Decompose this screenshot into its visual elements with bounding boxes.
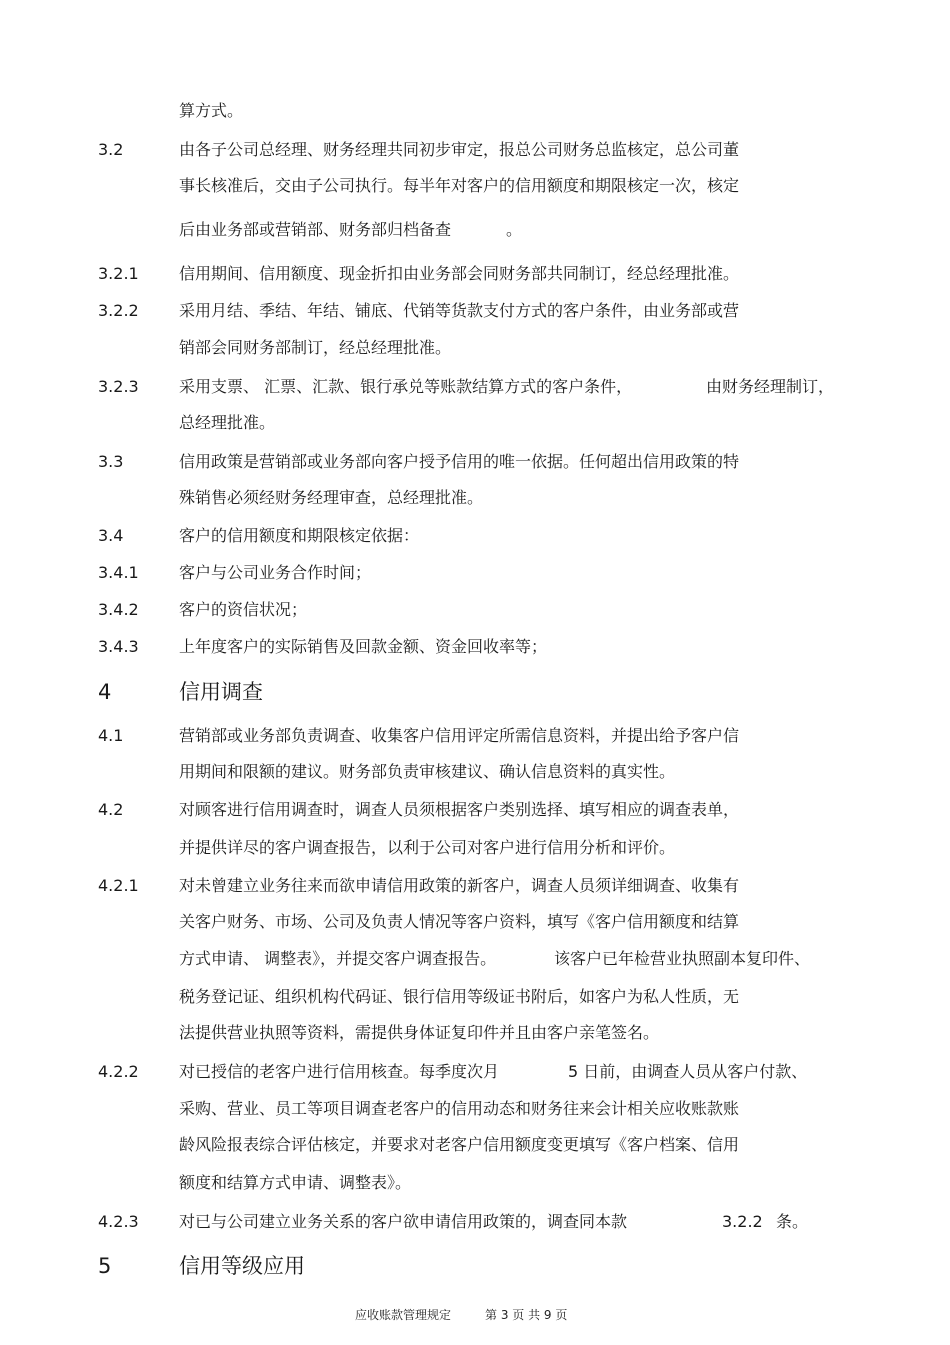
text-line: 5 日前，由调查人员从客户付款、 <box>568 1062 808 1081</box>
text-line: 客户与公司业务合作时间； <box>179 563 372 582</box>
text-line: 上年度客户的实际销售及回款金额、资金回收率等； <box>179 637 548 656</box>
text-line: 信用政策是营销部或业务部向客户授予信用的唯一依据。任何超出信用政策的特 <box>179 452 740 471</box>
text-line: 3.2.2 <box>722 1212 763 1231</box>
text-line: 法提供营业执照等资料，需提供身体证复印件并且由客户亲笔签名。 <box>179 1023 660 1042</box>
section-number: 4.2.3 <box>98 1212 139 1231</box>
text-line: 事长核准后，交由子公司执行。每半年对客户的信用额度和期限核定一次，核定 <box>179 176 740 195</box>
text-line: 方式申请、 调整表》，并提交客户调查报告。 <box>179 949 497 968</box>
text-line: 对顾客进行信用调查时，调查人员须根据客户类别选择、填写相应的调查表单， <box>179 800 740 819</box>
text-line: 税务登记证、组织机构代码证、银行信用等级证书附后，如客户为私人性质，无 <box>179 987 740 1006</box>
text-line: 对未曾建立业务往来而欲申请信用政策的新客户，调查人员须详细调查、收集有 <box>179 876 740 895</box>
section-heading: 信用调查 <box>179 680 263 704</box>
text-line: 采用支票、 汇票、汇款、银行承兑等账款结算方式的客户条件， <box>179 377 633 396</box>
text-line: 龄风险报表综合评估核定，并要求对老客户信用额度变更填写《客户档案、信用 <box>179 1135 740 1154</box>
section-number: 3.4.1 <box>98 563 139 582</box>
text-line: 对已授信的老客户进行信用核查。每季度次月 <box>179 1062 500 1081</box>
section-heading: 信用等级应用 <box>179 1254 305 1278</box>
footer-doc-name: 应收账款管理规定 <box>355 1308 452 1322</box>
text-line: 采购、营业、员工等项目调查老客户的信用动态和财务往来会计相关应收账款账 <box>179 1099 740 1118</box>
text-line: 总经理批准。 <box>179 413 276 432</box>
section-number: 3.2 <box>98 140 124 159</box>
section-number: 3.3 <box>98 452 124 471</box>
section-number: 4.2.1 <box>98 876 139 895</box>
text-line: 由各子公司总经理、财务经理共同初步审定，报总公司财务总监核定，总公司董 <box>179 140 740 159</box>
text-line: 算方式。 <box>179 101 244 120</box>
text-line: 额度和结算方式申请、调整表》。 <box>179 1173 412 1192</box>
text-line: 采用月结、季结、年结、铺底、代销等货款支付方式的客户条件，由业务部或营 <box>179 301 740 320</box>
text-line: 营销部或业务部负责调查、收集客户信用评定所需信息资料，并提出给予客户信 <box>179 726 740 745</box>
section-number: 4.1 <box>98 726 124 745</box>
text-line: 用期间和限额的建议。财务部负责审核建议、确认信息资料的真实性。 <box>179 762 676 781</box>
section-number: 3.2.2 <box>98 301 139 320</box>
section-number: 3.2.3 <box>98 377 139 396</box>
heading-number: 5 <box>98 1254 112 1278</box>
text-line: 关客户财务、市场、公司及负责人情况等客户资料，填写《客户信用额度和结算 <box>179 912 740 931</box>
text-line: 并提供详尽的客户调查报告，以利于公司对客户进行信用分析和评价。 <box>179 838 676 857</box>
section-number: 4.2 <box>98 800 124 819</box>
text-line: 。 <box>506 220 523 239</box>
text-line: 对已与公司建立业务关系的客户欲申请信用政策的，调查同本款 <box>179 1212 628 1231</box>
text-line: 该客户已年检营业执照副本复印件、 <box>554 949 811 968</box>
text-line: 后由业务部或营销部、财务部归档备查 <box>179 220 452 239</box>
text-line: 信用期间、信用额度、现金折扣由业务部会同财务部共同制订，经总经理批准。 <box>179 264 740 283</box>
text-line: 销部会同财务部制订，经总经理批准。 <box>179 338 452 357</box>
section-number: 3.4.3 <box>98 637 139 656</box>
section-number: 3.2.1 <box>98 264 139 283</box>
text-line: 客户的信用额度和期限核定依据： <box>179 526 420 545</box>
text-line: 条。 <box>776 1212 809 1231</box>
text-line: 客户的资信状况； <box>179 600 308 619</box>
section-number: 3.4 <box>98 526 124 545</box>
text-line: 殊销售必须经财务经理审查，总经理批准。 <box>179 488 484 507</box>
text-line: 由财务经理制订， <box>706 377 835 396</box>
footer-page-number: 第 3 页 共 9 页 <box>485 1308 568 1322</box>
heading-number: 4 <box>98 680 112 704</box>
section-number: 4.2.2 <box>98 1062 139 1081</box>
section-number: 3.4.2 <box>98 600 139 619</box>
